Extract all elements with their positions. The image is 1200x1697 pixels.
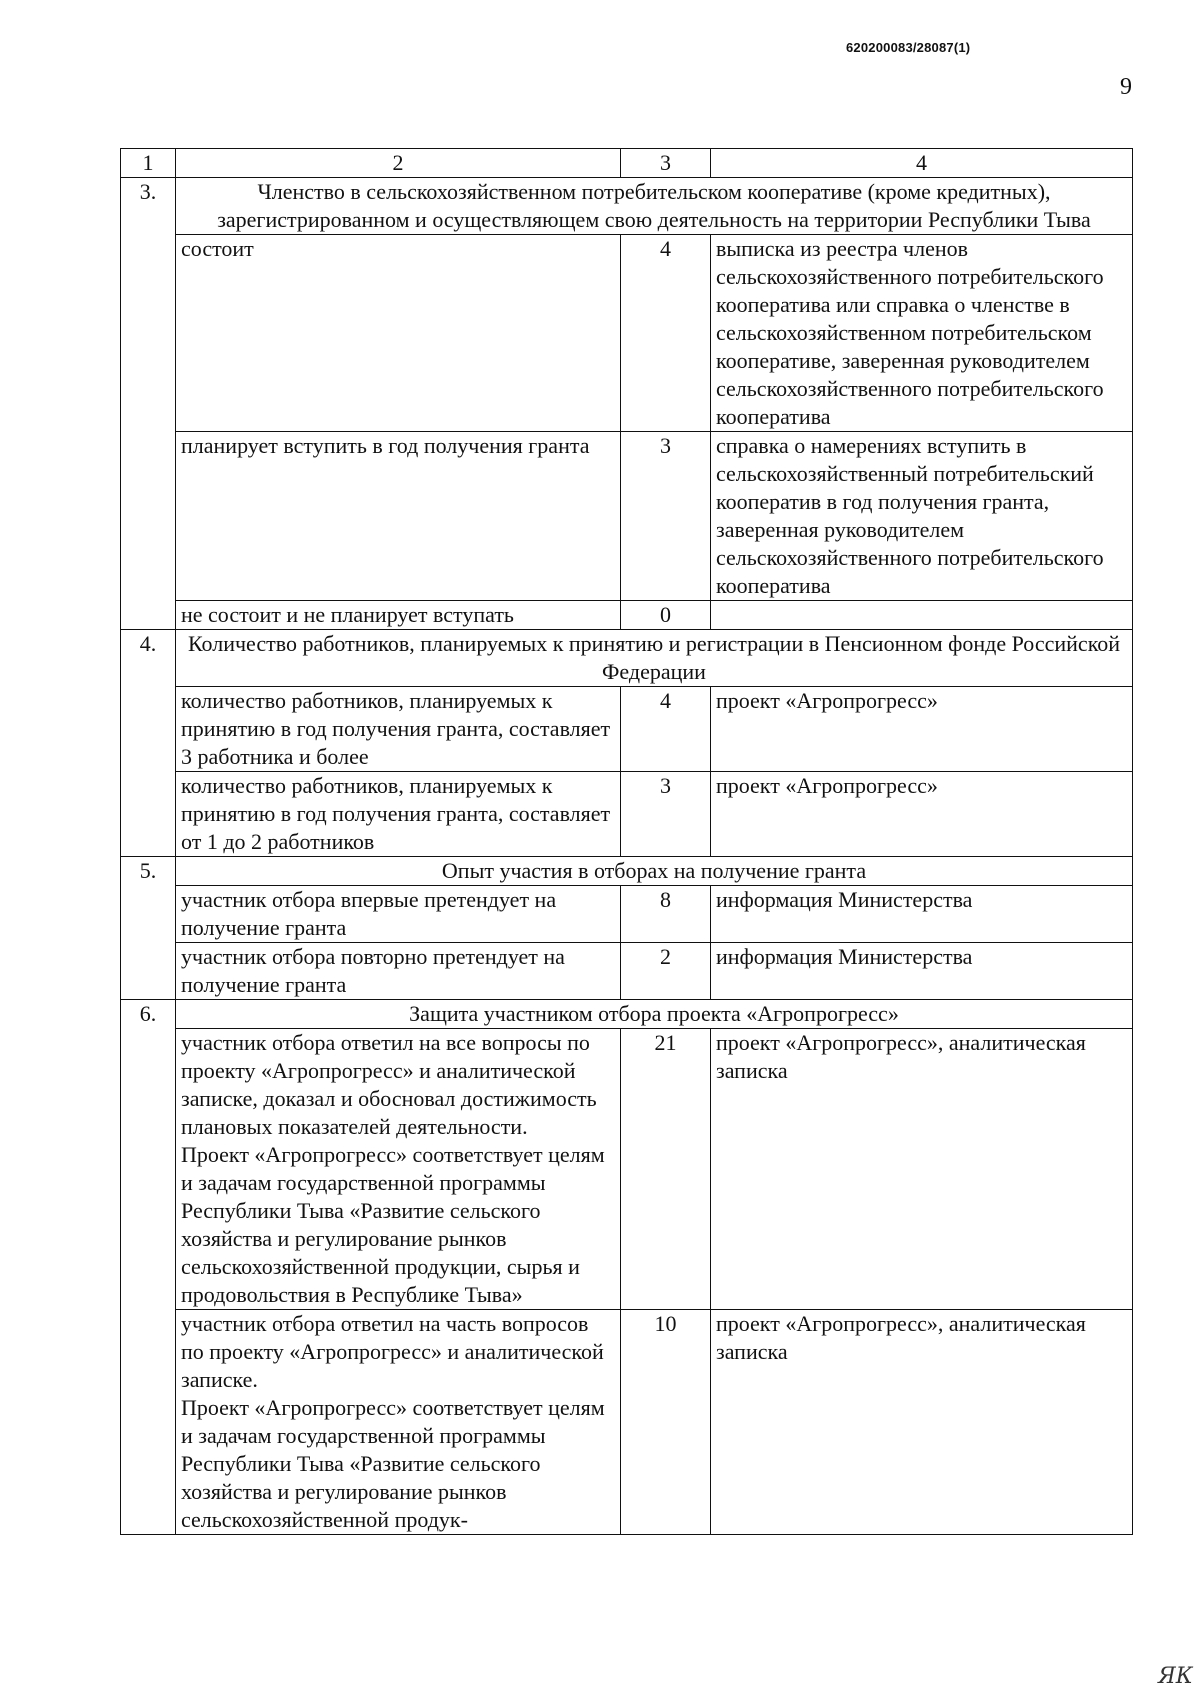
document-registration-number: 620200083/28087(1) <box>846 40 971 55</box>
section-title-row <box>121 178 1133 235</box>
section-number: 5. <box>121 857 176 1000</box>
points-cell: 2 <box>621 943 711 1000</box>
column-header: 3 <box>621 149 711 178</box>
section-title-row <box>121 630 1133 687</box>
criterion-cell: участник отбора повторно претендует на получение гранта <box>176 943 621 1000</box>
table-row <box>121 772 1133 857</box>
document-cell: выписка из реестра членов сельскохозяйственного потребительского кооператива или справка о членстве в сельскохозяйственном потребительском кооперативе, заверенная руководителем сельскохозяйственного потребительского кооператива <box>711 235 1133 432</box>
section-title: Количество работников, планируемых к принятию и регистрации в Пенсионном фонде Российской Федерации <box>176 630 1133 687</box>
document-cell: проект «Агропрогресс» <box>711 687 1133 772</box>
section-number: 6. <box>121 1000 176 1535</box>
points-cell: 8 <box>621 886 711 943</box>
column-header: 2 <box>176 149 621 178</box>
section-title: Защита участником отбора проекта «Агропрогресс» <box>176 1000 1133 1029</box>
document-cell: проект «Агропрогресс» <box>711 772 1133 857</box>
handwritten-mark: ЯК <box>1158 1664 1193 1689</box>
table-row <box>121 601 1133 630</box>
document-cell: справка о намерениях вступить в сельскохозяйственный потребительский кооператив в год получения гранта, заверенная руководителем сельскохозяйственного потребительского кооператива <box>711 432 1133 601</box>
criterion-cell: планирует вступить в год получения гранта <box>176 432 621 601</box>
points-cell: 21 <box>621 1029 711 1310</box>
page-number: 9 <box>1120 74 1132 100</box>
points-cell: 4 <box>621 687 711 772</box>
criterion-cell: участник отбора ответил на часть вопросов по проекту «Агропрогресс» и аналитической записке. Проект «Агропрогресс» соответствует целям и задачам государственной программы Республики Тыва «Развитие сельского хозяйства и регулирование рынков сельскохозяйственной продук- <box>176 1310 621 1535</box>
section-number: 4. <box>121 630 176 857</box>
document-cell: информация Министерства <box>711 943 1133 1000</box>
column-header: 1 <box>121 149 176 178</box>
criterion-cell: участник отбора впервые претендует на получение гранта <box>176 886 621 943</box>
criterion-cell: участник отбора ответил на все вопросы по проекту «Агропрогресс» и аналитической записке, доказал и обосновал достижимость плановых показателей деятельности. Проект «Агропрогресс» соответствует целям и задачам государственной программы Республики Тыва «Развитие сельского хозяйства и регулирование рынков сельскохозяйственной продукции, сырья и продовольствия в Республике Тыва» <box>176 1029 621 1310</box>
criterion-cell: состоит <box>176 235 621 432</box>
section-title-row <box>121 1000 1133 1029</box>
criterion-cell: количество работников, планируемых к принятию в год получения гранта, составляет от 1 до 2 работников <box>176 772 621 857</box>
points-cell: 3 <box>621 432 711 601</box>
table-row <box>121 943 1133 1000</box>
section-title: Опыт участия в отборах на получение гранта <box>176 857 1133 886</box>
section-title-row <box>121 857 1133 886</box>
criterion-cell: не состоит и не планирует вступать <box>176 601 621 630</box>
points-cell: 0 <box>621 601 711 630</box>
table-row <box>121 235 1133 432</box>
table-row <box>121 432 1133 601</box>
table-row <box>121 1310 1133 1535</box>
table-row <box>121 1029 1133 1310</box>
section-title: Членство в сельскохозяйственном потребительском кооперативе (кроме кредитных), зарегистрированном и осуществляющем свою деятельность на территории Республики Тыва <box>176 178 1133 235</box>
table-row <box>121 687 1133 772</box>
points-cell: 10 <box>621 1310 711 1535</box>
section-number: 3. <box>121 178 176 630</box>
document-cell: информация Министерства <box>711 886 1133 943</box>
document-cell: проект «Агропрогресс», аналитическая записка <box>711 1310 1133 1535</box>
points-cell: 4 <box>621 235 711 432</box>
document-cell: проект «Агропрогресс», аналитическая записка <box>711 1029 1133 1310</box>
criterion-cell: количество работников, планируемых к принятию в год получения гранта, составляет 3 работника и более <box>176 687 621 772</box>
document-cell <box>711 601 1133 630</box>
points-cell: 3 <box>621 772 711 857</box>
column-header: 4 <box>711 149 1133 178</box>
table-row <box>121 886 1133 943</box>
criteria-table <box>120 148 1133 1535</box>
column-number-row <box>121 149 1133 178</box>
